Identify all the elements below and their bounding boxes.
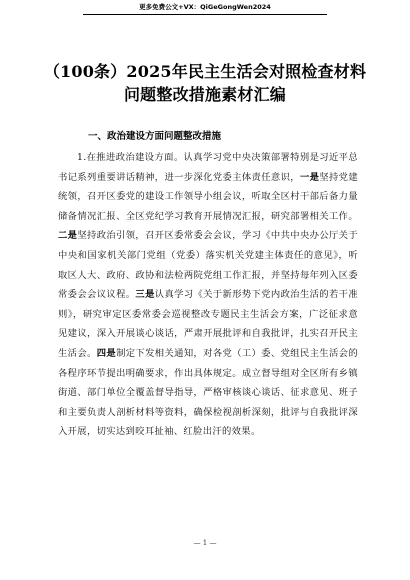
body-paragraph xyxy=(58,148,358,442)
section-heading: 一、政治建设方面问题整改措施 xyxy=(88,131,222,142)
point-text-1: 坚持党建统领，召开区委党的建设工作领导小组会议，听取全区村干部后备力量储备情况汇报、全区党纪学习教育开展情况汇报，研究部署相关工作。 xyxy=(58,171,358,222)
point-text-4: 制定下发相关通知，对各党（工）委、党组民主生活会的各程序环节提出明确要求，作出具体规定。成立督导组对全区所有乡镇街道、部门单位全覆盖督导指导，严格审核谈心谈话、征求意见、班子和主要负责人剖析材料等资料，确保检视剖析深刻，批评与自我批评深入开展，切实达到咬耳扯袖、红脸出汗的效果。 xyxy=(58,347,358,438)
point-marker-3: 三是 xyxy=(135,289,155,301)
document-title: （100条）2025年民主生活会对照检查材料问题整改措施素材汇编 xyxy=(43,62,367,104)
header-divider xyxy=(83,14,327,15)
point-marker-4: 四是 xyxy=(96,347,117,359)
point-text-3: 认真学习《关于新形势下党内政治生活的若干准则》，研究审定区委常委会巡视整改专题民主生活会方案，广泛征求意见建议，深入开展谈心谈话，严肃开展批评和自我批评，扎实召开民主生活会。 xyxy=(58,289,358,359)
paragraph-intro: 1.在推进政治建设方面。认真学习党中央决策部署特别是习近平总书记系列重要讲话精神，进一步深化党委主体责任意识， xyxy=(58,152,358,183)
point-text-2: 坚持政治引领，召开区委常委会会议，学习《中共中央办公厅关于中央和国家机关部门党组（党委）落实机关党建主体责任的意见》，听取区人大、政府、政协和法检两院党组工作汇报，并坚持每年列入区委常委会会议议程。 xyxy=(58,230,358,301)
point-marker-2: 二是 xyxy=(58,230,78,242)
page-number: — 1 — xyxy=(193,539,217,547)
promo-header: 更多免费公文+VX：QiGeGongWen2024 xyxy=(139,3,271,11)
point-marker-1: 一是 xyxy=(299,171,320,183)
